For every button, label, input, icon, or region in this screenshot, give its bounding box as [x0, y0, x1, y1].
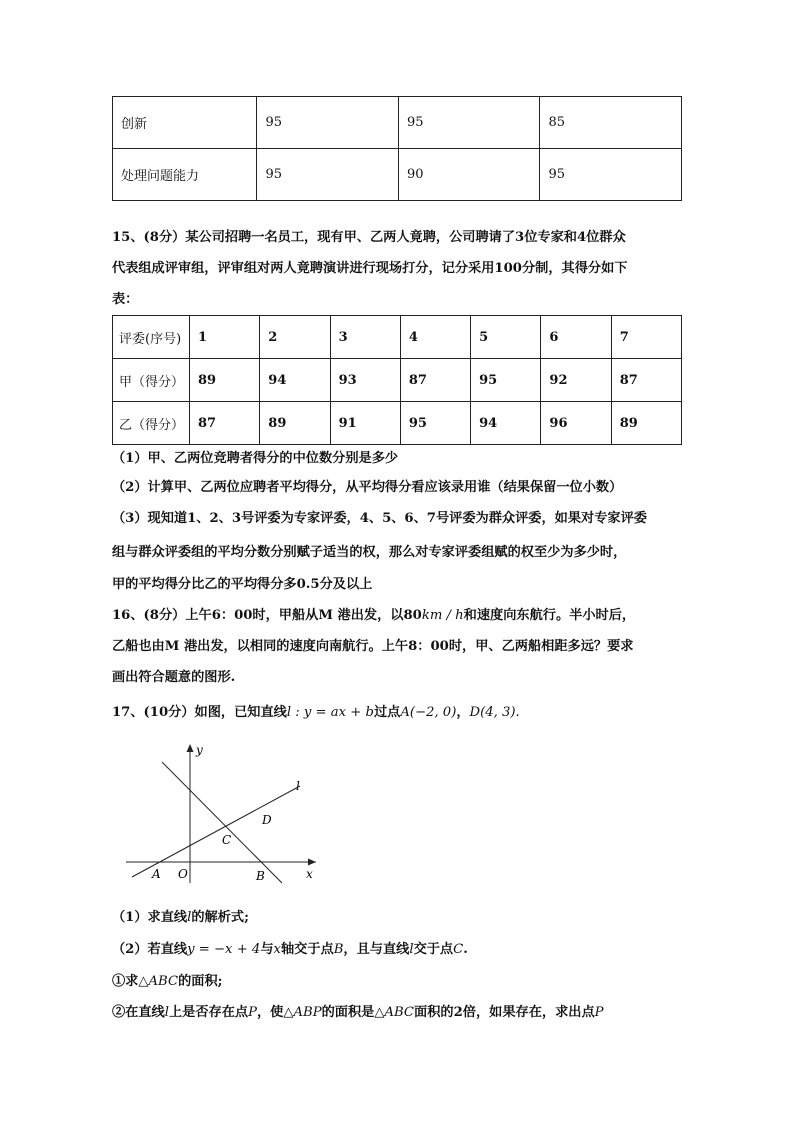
judges-score-table [112, 315, 682, 445]
line-equation: l : y = ax + b [286, 705, 374, 720]
separator: ， [456, 705, 470, 720]
table-cell: 5 [471, 316, 541, 359]
q17-sub2-text-d: ，且与直线 [343, 942, 410, 957]
table-cell: 处理问题能力 [113, 149, 257, 201]
table-cell: 95 [471, 359, 541, 402]
q17-text-a: 17、(10分）如图，已知直线 [112, 705, 287, 720]
table-cell: 95 [540, 149, 682, 201]
q17-sub22-text-e: 面积的2倍，如果存在，求出点 [414, 1005, 595, 1020]
q17-sub2-part1 [112, 972, 687, 992]
var-l: l [187, 910, 192, 925]
q17-sub2-text-f: . [463, 942, 468, 957]
q15-sub3-line1: （3）现知道1、2、3号评委为专家评委，4、5、6、7号评委为群众评委，如果对专家评委 [112, 511, 647, 526]
var-c: C [453, 942, 464, 957]
q17-sub21-text-b: 的面积; [178, 974, 223, 989]
table-cell: 评委(序号) [113, 316, 190, 359]
table-cell: 3 [330, 316, 400, 359]
table-cell: 90 [398, 149, 540, 201]
y-axis-arrow-icon [187, 744, 194, 752]
table-cell: 乙（得分） [113, 402, 190, 445]
var-l: l [409, 942, 414, 957]
triangle-abc: △ABC [138, 974, 179, 989]
table-row [113, 359, 682, 402]
table-row [113, 149, 682, 201]
table-cell: 94 [471, 402, 541, 445]
line-l-label: l [296, 779, 300, 793]
q15-line2: 代表组成评审组，评审组对两人竟聘演讲进行现场打分，记分采用100分制，其得分如下 [112, 261, 628, 276]
table-cell: 85 [540, 97, 682, 149]
q16-text-a: 16、(8分）上午6：00时，甲船从M 港出发，以80 [112, 608, 422, 623]
table-cell: 89 [260, 402, 330, 445]
point-d-label: D [262, 813, 272, 827]
var-p: P [594, 1005, 604, 1020]
q17-sub2-part2 [112, 1003, 687, 1023]
q17-sub1-text-a: （1）求直线 [112, 910, 188, 925]
table-cell: 6 [541, 316, 611, 359]
var-b: B [333, 942, 344, 957]
table-cell: 87 [190, 402, 260, 445]
point-c-label: C [222, 833, 232, 847]
table-cell: 2 [260, 316, 330, 359]
q16-line2: 乙船也由M 港出发，以相同的速度向南航行。上午8：00时，甲、乙两船相距多远？要求 [112, 639, 634, 654]
q17-sub21-text-a: ①求 [112, 974, 139, 989]
table-row [113, 97, 682, 149]
var-p: P [248, 1005, 257, 1020]
table-cell: 91 [330, 402, 400, 445]
table-cell: 89 [190, 359, 260, 402]
q17-sub2-text-c: 轴交于点 [280, 942, 334, 957]
q17-sub1 [112, 908, 687, 928]
var-l: l [164, 1005, 169, 1020]
var-x: x [273, 942, 281, 957]
origin-label: O [178, 867, 188, 881]
q16-line3: 画出符合题意的图形. [112, 670, 236, 685]
y-axis-label: y [196, 743, 203, 757]
q16-text-b: 和速度向东航行。半小时后， [463, 608, 636, 623]
q16-line1 [112, 606, 687, 626]
q17-sub22-text-c: ，使 [256, 1005, 284, 1020]
table-cell: 4 [400, 316, 470, 359]
x-axis-arrow-icon [308, 859, 316, 866]
line-l [132, 786, 300, 877]
q15-sub3-line3: 甲的平均得分比乙的平均得分多0.5分及以上 [112, 577, 373, 592]
table-cell: 95 [257, 149, 399, 201]
coordinate-graph [120, 740, 320, 885]
table-cell: 7 [611, 316, 681, 359]
q17-sub2-text-e: 交于点 [413, 942, 454, 957]
table-cell: 94 [260, 359, 330, 402]
x-axis-label: x [306, 867, 313, 881]
q17-text-b: 过点 [373, 705, 401, 720]
q17-sub22-text-b: 上是否存在点 [168, 1005, 249, 1020]
table-cell: 创新 [113, 97, 257, 149]
q17-sub2-text-b: 与 [260, 942, 274, 957]
table-row [113, 402, 682, 445]
table-cell: 95 [398, 97, 540, 149]
table-cell: 甲（得分） [113, 359, 190, 402]
q15-line3: 表： [112, 292, 139, 307]
point-a: A(−2, 0) [400, 705, 457, 720]
table-cell: 96 [541, 402, 611, 445]
triangle-abc: △ABC [374, 1005, 415, 1020]
q17-sub2 [112, 940, 687, 960]
score-table-continued [112, 96, 682, 201]
q17-sub22-text-a: ②在直线 [112, 1005, 165, 1020]
point-a-label: A [152, 867, 161, 881]
q15-line1: 15、(8分）某公司招聘一名员工，现有甲、乙两人竟聘，公司聘请了3位专家和4位群众 [112, 230, 626, 245]
q15-sub2: （2）计算甲、乙两位应聘者平均得分，从平均得分看应该录用谁（结果保留一位小数） [112, 480, 623, 495]
triangle-abp: △ABP [283, 1005, 322, 1020]
table-cell: 87 [611, 359, 681, 402]
table-cell: 92 [541, 359, 611, 402]
line-equation-2: y = −x + 4 [187, 942, 261, 957]
q17-sub1-text-b: 的解析式; [191, 910, 249, 925]
q17-sub22-text-d: 的面积是 [321, 1005, 375, 1020]
table-cell: 1 [190, 316, 260, 359]
q17-line1 [112, 703, 687, 723]
speed-unit: km / h [421, 608, 464, 623]
table-cell: 87 [400, 359, 470, 402]
q15-sub1: （1）甲、乙两位竞聘者得分的中位数分别是多少 [112, 451, 399, 466]
table-cell: 93 [330, 359, 400, 402]
table-cell: 95 [400, 402, 470, 445]
point-b-label: B [256, 869, 265, 883]
table-cell: 95 [257, 97, 399, 149]
q15-sub3-line2: 组与群众评委组的平均分数分别赋子适当的权，那么对专家评委组赋的权至少为多少时， [112, 545, 627, 560]
table-cell: 89 [611, 402, 681, 445]
point-d: D(4, 3). [469, 705, 520, 720]
q17-sub2-text-a: （2）若直线 [112, 942, 188, 957]
table-header-row [113, 316, 682, 359]
